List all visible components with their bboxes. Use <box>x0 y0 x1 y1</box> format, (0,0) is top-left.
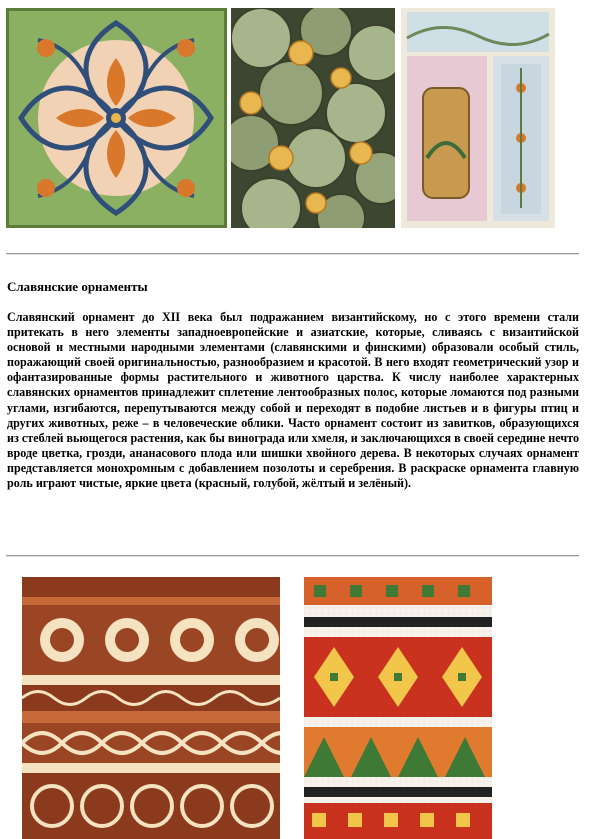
divider-top <box>6 253 579 255</box>
article-heading: Славянские орнаменты <box>7 279 148 294</box>
nasturtium-leaves-art <box>231 8 395 228</box>
cross-stitch-embroidery-image <box>304 577 492 839</box>
cross-stitch-embroidery-art <box>304 577 492 839</box>
nouveau-plate-image <box>401 8 555 228</box>
slavic-interlace-art <box>22 577 280 839</box>
article-paragraph: Славянский орнамент до XII века был подражанием византийскому, но с этого времени стали притекать в него элементы западноевропейские и азиатские, которые, сливаясь с византийской основой и местными народными элементами (славянскими и финскими) образовали особый стиль, поражающий своей оригинальностью, разнообразием и красотой. В него входят геометрический узор и офантазированные формы растительного и животного царства. К числу наиболее характерных славянских орнаментов принадлежит сплетение лентообразных полос, которые ломаются под разными углами, изгибаются, перепутываются между собой и переходят в подобие листьев и в фигуры птиц и других животных, реже – в человеческие облики. Часто орнамент состоит из завитков, образующихся из стеблей вьющегося растения, как бы винограда или хмеля, и заключающихся в своей середине нечто вроде цветка, грозди, ананасового плода или шишки хвойного дерева. В некоторых случаях орнамент представляется монохромным с добавлением позолоты и серебрения. В раскраске орнамента главную роль играют чистые, яркие цвета (красный, голубой, жёлтый и зелёный). <box>7 310 579 491</box>
divider-bottom <box>6 555 579 557</box>
slavic-interlace-image <box>22 577 280 839</box>
nouveau-plate-art <box>401 8 555 228</box>
nasturtium-leaves-image <box>231 8 395 228</box>
art-nouveau-tile-image <box>6 8 227 228</box>
art-nouveau-tile-art <box>6 8 227 228</box>
